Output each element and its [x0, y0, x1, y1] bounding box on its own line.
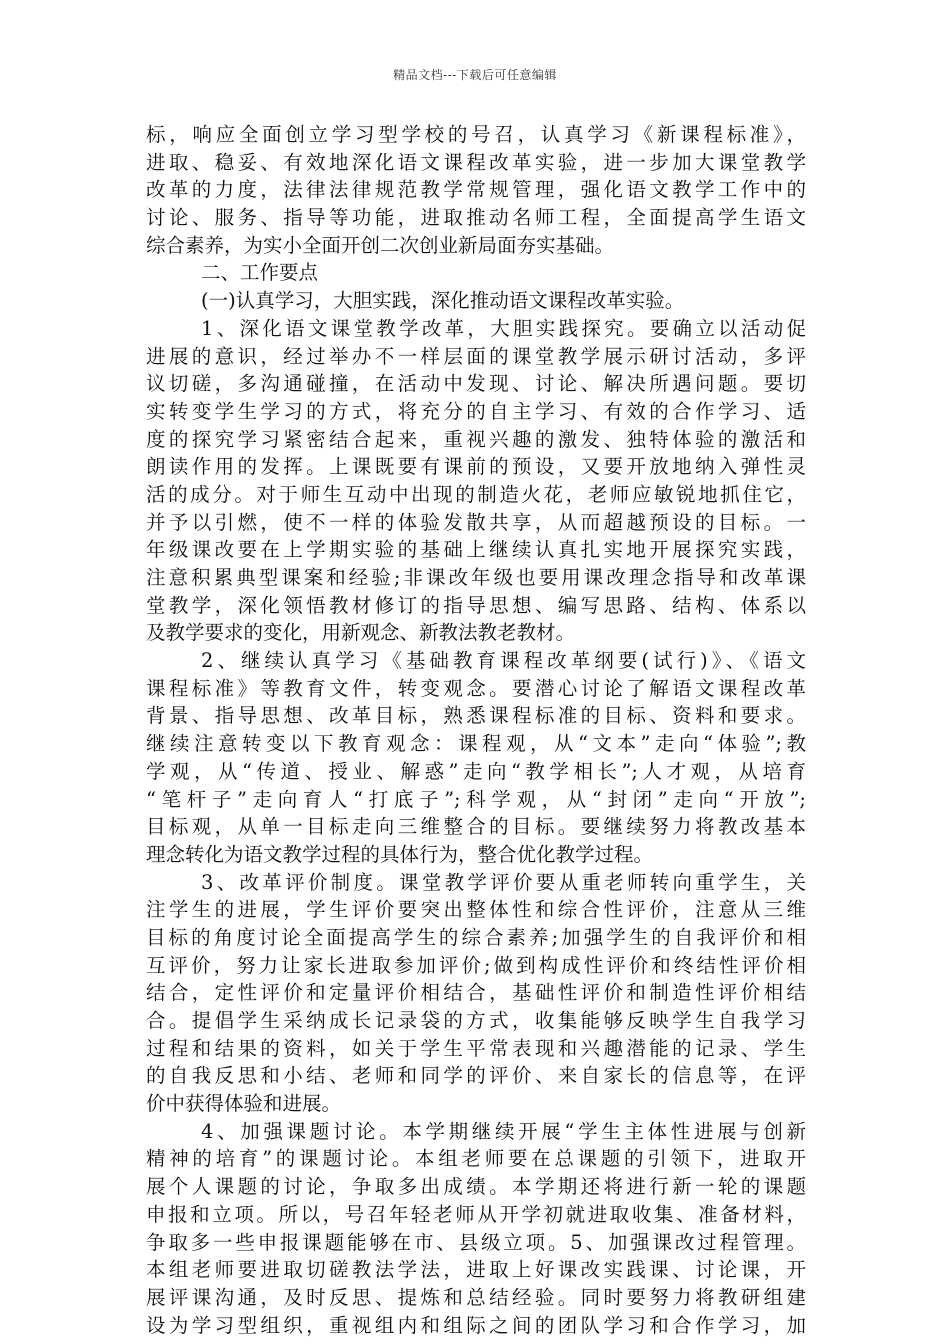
text-line: 综合素养，为实小全面开创二次创业新局面夯实基础。 — [146, 233, 615, 257]
text-line: 互评价，努力让家长进取参加评价;做到构成性评价和终结性评价相 — [146, 953, 806, 977]
text-line: 设为学习型组织，重视组内和组际之间的团队学习和合作学习，加 — [146, 1313, 806, 1337]
text-line: 申报和立项。所以，号召年轻老师从开学初就进取收集、准备材料， — [146, 1202, 806, 1226]
text-line: 合。提倡学生采纳成长记录袋的方式，收集能够反映学生自我学习 — [146, 1009, 806, 1032]
text-line: 3、改革评价制度。课堂教学评价要从重老师转向重学生，关 — [201, 870, 806, 894]
text-line: 4、加强课题讨论。本学期继续开展“学生主体性进展与创新 — [201, 1119, 806, 1143]
text-line: 价中获得体验和进展。 — [146, 1092, 342, 1116]
document-body — [146, 121, 806, 1339]
text-line: 争取多一些申报课题能够在市、县级立项。5、加强课改过程管理。 — [146, 1230, 806, 1254]
text-line: “笔杆子”走向育人“打底子”;科学观，从“封闭”走向“开放”; — [146, 787, 806, 811]
text-line: 本组老师要进取切磋教法学法，进取上好课改实践课、讨论课，开 — [146, 1258, 806, 1282]
text-line: 议切磋，多沟通碰撞，在活动中发现、讨论、解决所遇问题。要切 — [146, 372, 806, 396]
text-line: 的自我反思和小结、老师和同学的评价、来自家长的信息等，在评 — [146, 1064, 806, 1088]
text-line: 讨论、服务、指导等功能，进取推动名师工程，全面提高学生语文 — [146, 206, 806, 230]
text-line: 及教学要求的变化，用新观念、新教法教老教材。 — [146, 621, 576, 645]
text-line: 结合，定性评价和定量评价相结合，基础性评价和制造性评价相结 — [146, 981, 806, 1005]
text-line: 目标观，从单一目标走向三维整合的目标。要继续努力将教改基本 — [146, 815, 806, 839]
text-line: 展评课沟通，及时反思、提炼和总结经验。同时要努力将教研组建 — [146, 1285, 806, 1309]
text-line: 目标的角度讨论全面提高学生的综合素养;加强学生的自我评价和相 — [146, 925, 806, 949]
text-line: 年级课改要在上学期实验的基础上继续认真扎实地开展探究实践， — [146, 538, 806, 562]
text-line: 背景、指导思想、改革目标，熟悉课程标准的目标、资料和要求。 — [146, 704, 806, 728]
text-line: 继续注意转变以下教育观念：课程观，从“文本”走向“体验”;教 — [146, 732, 806, 756]
text-line: 堂教学，深化领悟教材修订的指导思想、编写思路、结构、体系以 — [146, 593, 806, 617]
text-line: 进展的意识，经过举办不一样层面的课堂教学展示研讨活动，多评 — [146, 344, 806, 368]
text-line: (一)认真学习，大胆实践，深化推动语文课程改革实验。 — [201, 289, 685, 313]
text-line: 进取、稳妥、有效地深化语文课程改革实验，进一步加大课堂教学 — [146, 150, 806, 174]
text-line: 课程标准》等教育文件，转变观念。要潜心讨论了解语文课程改革 — [146, 676, 806, 700]
text-line: 二、工作要点 — [201, 261, 319, 285]
text-line: 注意积累典型课案和经验;非课改年级也要用课改理念指导和改革课 — [146, 566, 806, 589]
text-line: 并予以引燃，使不一样的体验发散共享，从而超越预设的目标。一 — [146, 510, 806, 534]
text-line: 展个人课题的讨论，争取多出成绩。本学期还将进行新一轮的课题 — [146, 1175, 806, 1199]
page-header: 精品文档---下载后可任意编辑 — [393, 68, 557, 82]
text-line: 过程和结果的资料，如关于学生平常表现和兴趣潜能的记录、学生 — [146, 1036, 806, 1060]
text-line: 精神的培育”的课题讨论。本组老师要在总课题的引领下，进取开 — [146, 1147, 806, 1171]
text-line: 理念转化为语文教学过程的具体行为，整合优化教学过程。 — [146, 842, 654, 866]
text-line: 1、深化语文课堂教学改革，大胆实践探究。要确立以活动促 — [201, 316, 806, 340]
text-line: 实转变学生学习的方式，将充分的自主学习、有效的合作学习、适 — [146, 399, 806, 423]
text-line: 2、继续认真学习《基础教育课程改革纲要(试行)》、《语文 — [201, 649, 806, 673]
text-line: 注学生的进展，学生评价要突出整体性和综合性评价，注意从三维 — [146, 898, 806, 922]
text-line: 改革的力度，法律法律规范教学常规管理，强化语文教学工作中的 — [146, 178, 806, 202]
text-line: 活的成分。对于师生互动中出现的制造火花，老师应敏锐地抓住它， — [146, 482, 806, 506]
text-line: 学观，从“传道、授业、解惑”走向“教学相长”;人才观，从培育 — [146, 759, 806, 783]
text-line: 度的探究学习紧密结合起来，重视兴趣的激发、独特体验的激活和 — [146, 427, 806, 451]
text-line: 标，响应全面创立学习型学校的号召，认真学习《新课程标准》， — [146, 123, 806, 146]
text-line: 朗读作用的发挥。上课既要有课前的预设，又要开放地纳入弹性灵 — [146, 455, 806, 479]
